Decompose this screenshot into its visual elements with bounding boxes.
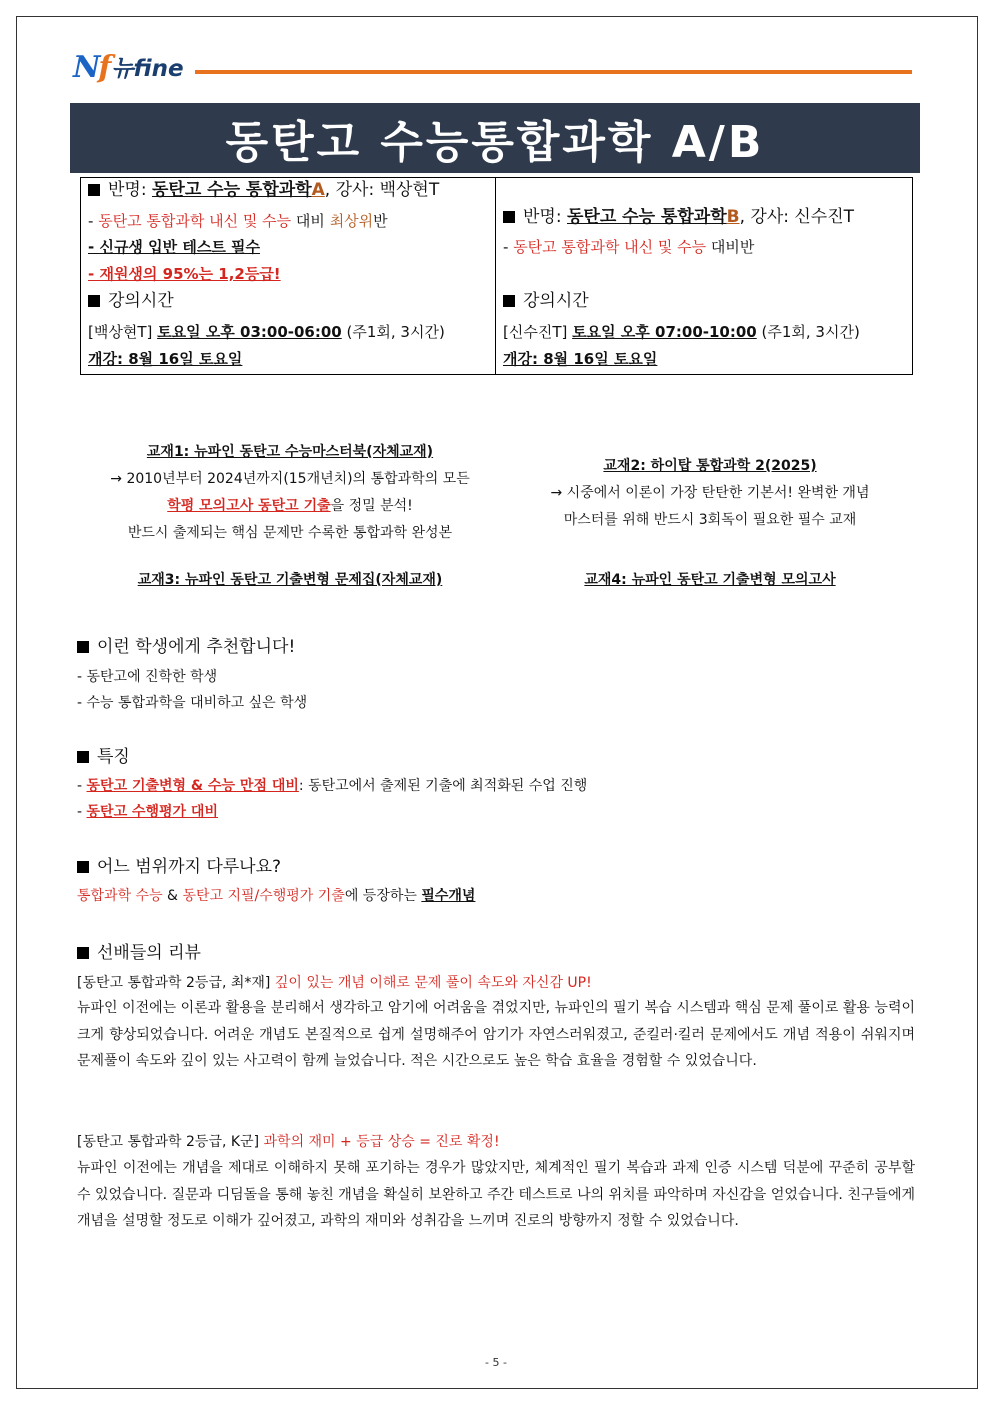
page-number: - 5 -	[485, 1356, 507, 1369]
class-a-desc-2: - 신규생 입반 테스트 필수	[88, 238, 261, 256]
scope-section	[77, 855, 475, 909]
square-bullet-icon	[88, 184, 100, 196]
book-4-title: 교재4: 뉴파인 동탄고 기출변형 모의고사	[584, 572, 836, 588]
page-title: 동탄고 수능통합과학 A/B	[70, 103, 920, 173]
features-heading: 특징	[77, 745, 587, 769]
class-a-desc-3: - 재원생의 95%는 1,2등급!	[88, 265, 281, 283]
book-1-line-1: → 2010년부터 2024년까지(15개년치)의 통합과학의 모든	[110, 471, 470, 487]
book-3-title: 교재3: 뉴파인 동탄고 기출변형 문제집(자체교재)	[137, 572, 443, 588]
square-bullet-icon	[503, 211, 515, 223]
logo-wordmark: 뉴fine	[111, 56, 184, 82]
reviews-heading: 선배들의 리뷰	[77, 941, 592, 965]
book-1-title: 교재1: 뉴파인 동탄고 수능마스터북(자체교재)	[146, 444, 434, 460]
feature-item-1: - 동탄고 기출변형 & 수능 만점 대비: 동탄고에서 출제된 기출에 최적화된 수업 진행	[77, 778, 588, 794]
logo-mark: Nf	[73, 50, 110, 85]
square-bullet-icon	[88, 295, 100, 307]
feature-item-2: - 동탄고 수행평가 대비	[77, 804, 218, 820]
class-b-desc-1: - 동탄고 통합과학 내신 및 수능 대비반	[503, 238, 755, 256]
newfine-logo	[73, 49, 184, 83]
recommend-item-2: - 수능 통합과학을 대비하고 싶은 학생	[77, 695, 308, 711]
book-1-line-3: 반드시 출제되는 핵심 문제만 수록한 통합과학 완성본	[127, 525, 453, 541]
class-a-cell	[81, 178, 496, 374]
class-a-start: 개강: 8월 16일 토요일	[88, 350, 243, 368]
features-section	[77, 745, 587, 825]
recommend-item-1: - 동탄고에 진학한 학생	[77, 669, 218, 685]
recommend-heading: 이런 학생에게 추천합니다!	[77, 635, 307, 659]
review-1-body: 뉴파인 이전에는 이론과 활용을 분리해서 생각하고 암기에 어려움을 겪었지만, 뉴파인의 필기 복습 시스템과 핵심 문제 풀이로 활용 능력이 크게 향상되었습니다. 어려운 개념도 본질적으로 쉽게 설명해주어 암기가 자연스러워졌고, 준킬러·킬러 문제에서도 개념 적용이 쉬워지며 문제풀이 속도와 깊이 있는 사고력이 함께 늘었습니다. 적은 시간으로도 높은 학습 효율을 경험할 수 있었습니다.	[77, 1000, 915, 1069]
review-2-title: [동탄고 통합과학 2등급, K군] 과학의 재미 + 등급 상승 = 진로 확정!	[77, 1134, 500, 1150]
book-1-line-2: 학평 모의고사 동탄고 기출을 정밀 분석!	[167, 498, 413, 514]
scope-text: 통합과학 수능 & 동탄고 지필/수행평가 기출에 등장하는 필수개념	[77, 888, 476, 904]
header-rule	[195, 70, 912, 74]
class-a-time-heading: 강의시간	[88, 291, 174, 311]
book-2-title: 교재2: 하이탑 통합과학 2(2025)	[603, 458, 817, 474]
recommend-section	[77, 635, 307, 716]
class-a-desc-1: - 동탄고 통합과학 내신 및 수능 대비 최상위반	[88, 212, 388, 230]
square-bullet-icon	[503, 295, 515, 307]
class-a-heading: 반명: 동탄고 수능 통합과학A, 강사: 백상현T	[88, 180, 439, 200]
review-1-title: [동탄고 통합과학 2등급, 최*재] 깊이 있는 개념 이해로 문제 풀이 속도와 자신감 UP!	[77, 975, 592, 991]
class-b-start: 개강: 8월 16일 토요일	[503, 350, 658, 368]
class-b-cell	[496, 178, 912, 374]
book-2-line-1: → 시중에서 이론이 가장 탄탄한 기본서! 완벽한 개념	[550, 485, 870, 501]
reviews-section	[77, 941, 592, 996]
square-bullet-icon	[77, 861, 89, 873]
class-info-table	[80, 177, 913, 375]
scope-heading: 어느 범위까지 다루나요?	[77, 855, 475, 879]
class-a-time: [백상현T] 토요일 오후 03:00-06:00 (주1회, 3시간)	[88, 323, 445, 341]
book-1	[90, 439, 490, 547]
book-3	[90, 567, 490, 594]
class-b-heading: 반명: 동탄고 수능 통합과학B, 강사: 신수진T	[503, 207, 854, 227]
review-2-body: 뉴파인 이전에는 개념을 제대로 이해하지 못해 포기하는 경우가 많았지만, 체계적인 필기 복습과 과제 인증 시스템 덕분에 꾸준히 공부할 수 있었습니다. 질문과 디딤돌을 통해 놓친 개념을 확실히 보완하고 주간 테스트로 나의 위치를 파악하며 자신감을 얻었습니다. 친구들에게 개념을 설명할 정도로 이해가 깊어졌고, 과학의 재미와 성취감을 느끼며 진로의 방향까지 정할 수 있었습니다.	[77, 1160, 915, 1229]
square-bullet-icon	[77, 641, 89, 653]
square-bullet-icon	[77, 947, 89, 959]
square-bullet-icon	[77, 751, 89, 763]
book-4	[510, 567, 910, 594]
review-2	[77, 1130, 500, 1155]
book-2	[510, 453, 910, 534]
book-2-line-2: 마스터를 위해 반드시 3회독이 필요한 필수 교재	[563, 512, 857, 528]
class-b-time-heading: 강의시간	[503, 291, 589, 311]
class-b-time: [신수진T] 토요일 오후 07:00-10:00 (주1회, 3시간)	[503, 323, 860, 341]
